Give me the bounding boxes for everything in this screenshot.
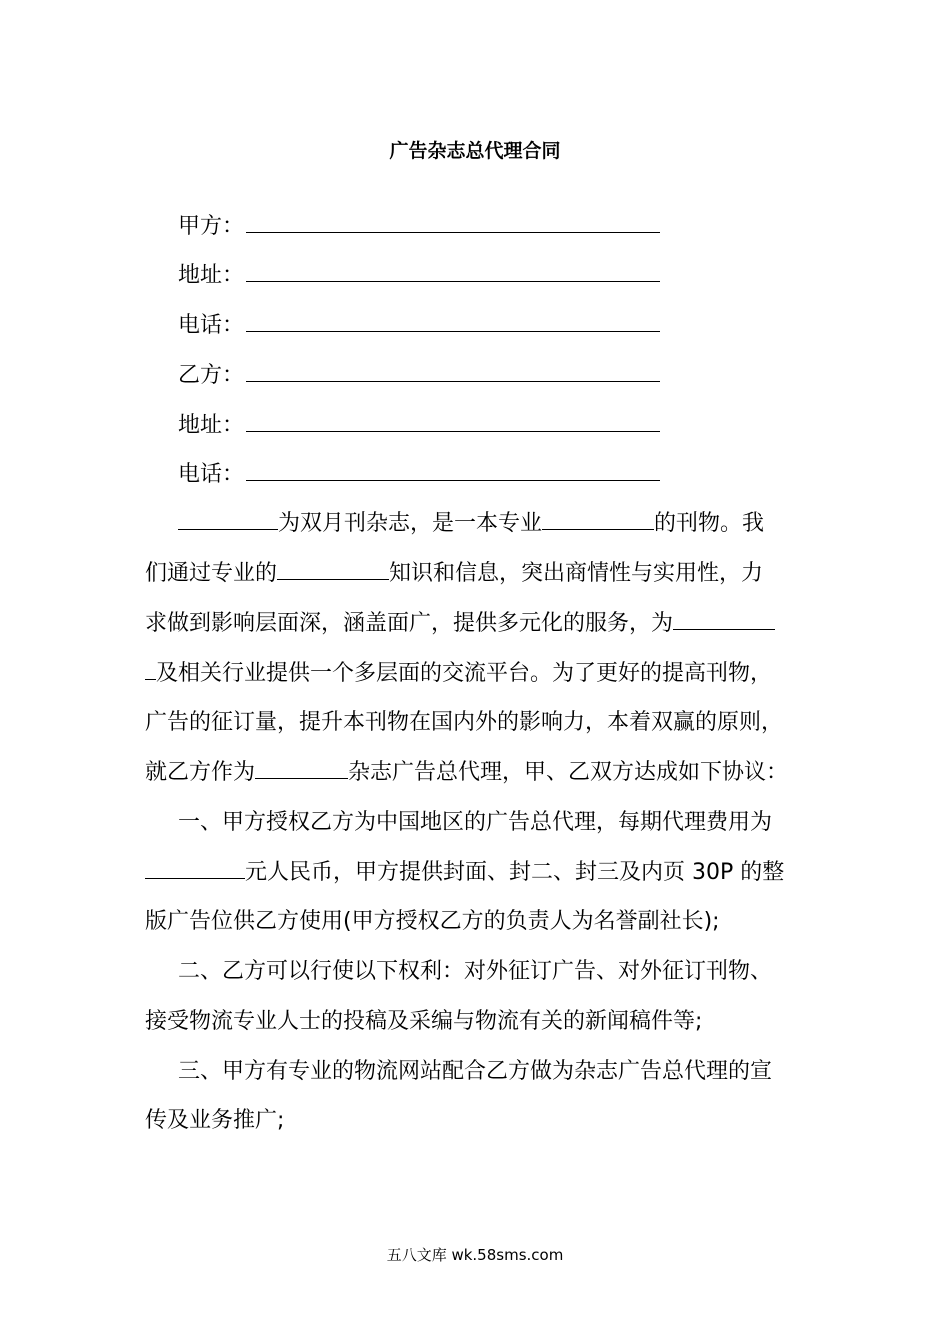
party-a-blank [246,210,660,233]
party-b-address-blank [246,409,660,432]
party-b-label: 乙方： [178,363,245,388]
party-a-address-field [178,259,660,291]
document-title: 广告杂志总代理合同 [389,140,561,162]
body-text: 广告的征订量，提升本刊物在国内外的影响力，本着双赢的原则， [145,710,784,735]
footer-watermark: 五八文库 wk.58sms.com [386,1246,564,1264]
clause-2-line [145,1007,702,1036]
clause-1-line [145,907,720,936]
body-line [178,509,764,538]
body-text: 及相关行业提供一个多层面的交流平台。为了更好的提高刊物， [156,661,773,686]
fill-in-blank [542,509,654,530]
body-text: 杂志广告总代理，甲、乙双方达成如下协议： [348,760,789,785]
body-line [145,609,775,638]
fill-in-blank [145,858,245,879]
clause-3-line [178,1057,772,1086]
fill-in-blank [178,509,278,530]
party-a-phone-field [178,309,660,341]
party-a-phone-label: 电话： [178,313,245,338]
party-a-phone-blank [246,309,660,332]
body-line [145,758,788,787]
fill-in-blank [145,659,156,680]
body-text: 传及业务推广; [145,1108,285,1133]
fill-in-blank [255,758,348,779]
body-text: 一、甲方授权乙方为中国地区的广告总代理，每期代理费用为 [178,810,773,835]
body-text: 知识和信息，突出商情性与实用性，力 [389,561,764,586]
body-text: 的刊物。我 [654,511,765,536]
party-a-address-label: 地址： [178,263,245,288]
party-b-address-field [178,409,660,441]
body-text: 们通过专业的 [145,561,278,586]
body-text: 三、甲方有专业的物流网站配合乙方做为杂志广告总代理的宣 [178,1059,773,1084]
body-text: 求做到影响层面深，涵盖面广，提供多元化的服务，为 [145,611,674,636]
body-text: 接受物流专业人士的投稿及采编与物流有关的新闻稿件等; [145,1009,703,1034]
party-a-field [178,210,660,242]
body-line [145,659,772,688]
clause-1-line [178,808,772,837]
body-text: 就乙方作为 [145,760,256,785]
party-b-address-label: 地址： [178,413,245,438]
party-b-phone-label: 电话： [178,462,245,487]
body-text: 版广告位供乙方使用(甲方授权乙方的负责人为名誉副社长); [145,909,720,934]
party-b-phone-blank [246,458,660,481]
party-b-field [178,359,660,391]
fill-in-blank [673,609,775,630]
body-text: 元人民币，甲方提供封面、封二、封三及内页 30P 的整 [245,860,785,885]
fill-in-blank [277,559,389,580]
party-a-label: 甲方： [178,214,245,239]
clause-3-line [145,1106,284,1135]
clause-1-line [145,858,784,887]
body-text: 二、乙方可以行使以下权利：对外征订广告、对外征订刊物、 [178,959,773,984]
body-line [145,559,763,588]
party-b-blank [246,359,660,382]
body-line [145,708,783,737]
party-a-address-blank [246,259,660,282]
clause-2-line [178,957,772,986]
party-b-phone-field [178,458,660,490]
body-text: 为双月刊杂志，是一本专业 [278,511,543,536]
